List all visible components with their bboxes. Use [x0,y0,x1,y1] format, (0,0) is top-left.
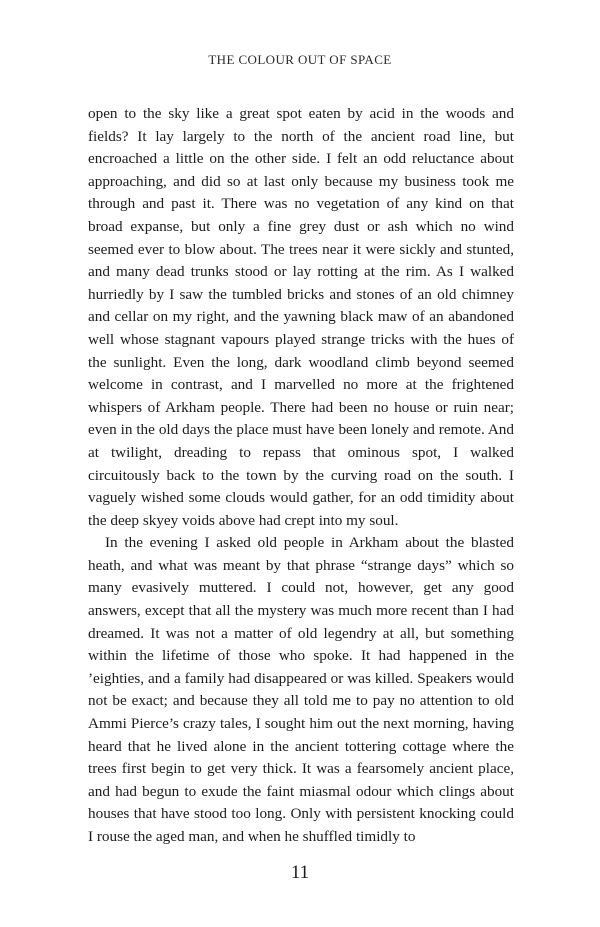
running-head: THE COLOUR OUT OF SPACE [208,52,392,67]
body-text [88,103,514,849]
paragraph-continued: open to the sky like a great spot eaten by acid in the woods and fields? It lay largely to the north of the ancient road line, but encroached a little on the other side. I felt an odd reluctance about approaching, and did so at last only because my business took me through and past it. There was no vegetation of any kind on that broad expanse, but only a fine grey dust or ash which no wind seemed ever to blow about. The trees near it were sickly and stunted, and many dead trunks stood or lay rotting at the rim. As I walked hurriedly by I saw the tumbled bricks and stones of an old chimney and cellar on my right, and the yawning black maw of an abandoned well whose stagnant vapours played strange tricks with the hues of the sunlight. Even the long, dark woodland climb beyond seemed welcome in contrast, and I marvelled no more at the frightened whispers of Arkham people. There had been no house or ruin near; even in the old days the place must have been lonely and remote. And at twilight, dreading to repass that ominous spot, I walked circuitously back to the town by the curving road on the south. I vaguely wished some clouds would gather, for an odd timidity about the deep skyey voids above had crept into my soul. [88,105,514,529]
paragraph: In the evening I asked old people in Arkham about the blasted heath, and what was meant by that phrase “strange days” which so many evasively muttered. I could not, however, get any good answers, except that all the mystery was much more recent than I had dreamed. It was not a matter of old legendry at all, but something within the lifetime of those who spoke. It had happened in the ’eighties, and a family had disappeared or was killed. Speakers would not be exact; and because they all told me to pay no attention to old Ammi Pierce’s crazy tales, I sought him out the next morning, having heard that he lived alone in the ancient tottering cottage where the trees first begin to get very thick. It was a fearsomely ancient place, and had begun to exude the faint miasmal odour which clings about houses that have stood too long. Only with persistent knocking could I rouse the aged man, and when he shuffled timidly to [88,534,514,845]
page-number: 11 [290,862,310,883]
